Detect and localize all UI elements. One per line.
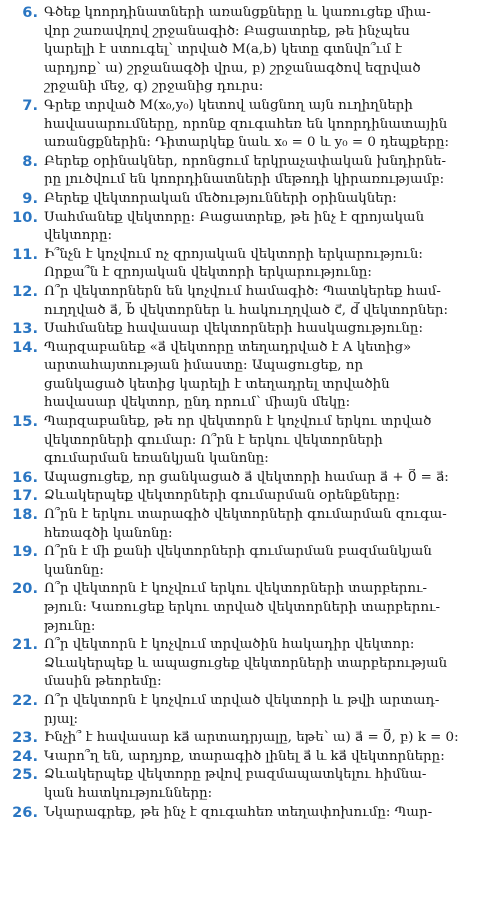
question-text xyxy=(44,506,471,543)
question-text xyxy=(44,413,471,469)
question-text-line: կան հատկությունները: xyxy=(44,785,213,801)
question-text-line: հավասար վեկտոր, ընդ որում՝ միայն մեկը: xyxy=(44,395,351,411)
question-item xyxy=(6,543,471,580)
question-item xyxy=(6,190,471,209)
question-text-line: Ի՞նչն է կոչվում ոչ զրոյական վեկտորի երկարություն: xyxy=(44,246,423,262)
question-number: 23. xyxy=(12,729,38,747)
question-item xyxy=(6,209,471,246)
question-item xyxy=(6,692,471,729)
question-text xyxy=(44,543,471,580)
question-text-line: Բերեք վեկտորական մեծությունների օրինակներ: xyxy=(44,190,397,206)
question-text xyxy=(44,4,471,97)
question-text-line: վեկտորը: xyxy=(44,228,113,244)
question-text-line: Սահմանեք վեկտորը: Բացատրեք, թե ինչ է զրոյական xyxy=(44,209,425,225)
question-number: 7. xyxy=(22,96,38,114)
question-text-line: Ձևակերպեք վեկտորների գումարման օրենքները: xyxy=(44,488,400,504)
question-text-line: Որքա՞ն է զրոյական վեկտորի երկարությունը: xyxy=(44,265,372,281)
question-text-line: Գրեք տրված M(x₀,y₀) կետով անցնող այն ուղիղների xyxy=(44,97,413,113)
question-text-line: արդյոք՝ ա) շրջանագծի վրա, բ) շրջանագծով եզրված xyxy=(44,60,421,76)
question-item xyxy=(6,766,471,803)
question-number: 16. xyxy=(12,468,38,486)
question-text-line: վոր շառավղով շրջանագիծ: Բացատրեք, թե ինչպես xyxy=(44,23,410,39)
question-text-line: հավասարումները, որոնք զուգահեռ են կոորդինատային xyxy=(44,116,448,132)
question-text-line: Կարո՞ղ են, արդյոք, տարագիծ լինել a⃗ և ka⃗ վեկտորները: xyxy=(44,748,445,764)
question-text-line: Ո՞ր վեկտորներն են կոչվում համագիծ: Պատկերեք համ- xyxy=(44,283,441,299)
question-text-line: Սահմանեք հավասար վեկտորների հասկացությունը: xyxy=(44,321,423,337)
question-text xyxy=(44,339,471,413)
question-text xyxy=(44,748,471,767)
question-item xyxy=(6,804,471,823)
question-text-line: ուղղված a⃗, b⃗ վեկտորներ և հակուղղված c⃗, d⃗ վեկտորներ: xyxy=(44,302,449,318)
question-text-line: կարելի է ստուգել՝ տրված M(a,b) կետը գտնվո՞ւմ է xyxy=(44,42,402,58)
question-item xyxy=(6,413,471,469)
question-item xyxy=(6,729,471,748)
question-text-line: րյալ: xyxy=(44,711,79,727)
question-text-line: Ձևակերպեք վեկտորը թվով բազմապատկելու հիմնա- xyxy=(44,767,427,783)
question-item xyxy=(6,153,471,190)
question-text xyxy=(44,580,471,636)
question-number: 9. xyxy=(22,189,38,207)
question-text xyxy=(44,209,471,246)
question-number: 8. xyxy=(22,152,38,170)
question-number: 12. xyxy=(12,282,38,300)
question-number: 6. xyxy=(22,4,38,21)
question-text-line: մասին թեորեմը: xyxy=(44,674,162,690)
question-text-line: առանցքներին: Դիտարկեք նաև x₀ = 0 և y₀ = 0 դեպքերը: xyxy=(44,135,449,151)
question-text xyxy=(44,692,471,729)
question-number: 22. xyxy=(12,691,38,709)
question-text xyxy=(44,729,471,748)
question-text-line: թյունը: xyxy=(44,618,96,634)
question-text-line: հեռագծի կանոնը: xyxy=(44,525,173,541)
question-number: 24. xyxy=(12,747,38,765)
question-text-line: Ո՞ր վեկտորն է կոչվում տրվածին հակադիր վեկտոր: xyxy=(44,637,415,653)
question-text xyxy=(44,246,471,283)
question-list xyxy=(6,4,471,822)
question-number: 11. xyxy=(12,245,38,263)
question-text xyxy=(44,283,471,320)
question-text-line: կանոնը: xyxy=(44,562,104,578)
question-text-line: շրջանի մեջ, գ) շրջանից դուրս: xyxy=(44,79,264,95)
question-text-line: Նկարագրեք, թե ինչ է զուգահեռ տեղափոխումը: Պար- xyxy=(44,804,433,820)
question-number: 17. xyxy=(12,487,38,505)
question-number: 15. xyxy=(12,413,38,431)
question-number: 13. xyxy=(12,320,38,338)
question-item xyxy=(6,320,471,339)
question-text-line: րը լուծվում են կոորդինատների մեթոդի կիրառությամբ: xyxy=(44,172,445,188)
question-item xyxy=(6,580,471,636)
question-text-line: գումարման եռանկյան կանոնը: xyxy=(44,451,269,467)
question-item xyxy=(6,97,471,153)
question-text-line: Պարզաբանեք, թե որ վեկտորն է կոչվում երկու տրված xyxy=(44,414,432,430)
question-item xyxy=(6,506,471,543)
question-item xyxy=(6,487,471,506)
question-text-line: Ո՞ր վեկտորն է կոչվում երկու վեկտորների տարբերու- xyxy=(44,581,428,597)
question-number: 25. xyxy=(12,766,38,784)
question-item xyxy=(6,469,471,488)
question-text-line: Ո՞րն է երկու տարագիծ վեկտորների գումարման զուգա- xyxy=(44,507,447,523)
question-text-line: Գծեք կոորդինատների առանցքները և կառուցեք միա- xyxy=(44,5,431,20)
question-text xyxy=(44,469,471,488)
question-text-line: Ո՞րն է մի քանի վեկտորների գումարման բազմանկյան xyxy=(44,544,432,560)
question-text-line: արտահայտության իմաստը: Ապացուցեք, որ xyxy=(44,358,364,374)
question-item xyxy=(6,4,471,97)
question-number: 20. xyxy=(12,580,38,598)
question-text-line: ցանկացած կետից կարելի է տեղադրել տրվածին xyxy=(44,376,390,392)
question-number: 19. xyxy=(12,543,38,561)
question-item xyxy=(6,246,471,283)
question-text-line: Բերեք օրինակներ, որոնցում երկրաչափական խնդիրնե- xyxy=(44,153,447,169)
question-item xyxy=(6,748,471,767)
question-text-line: թյուն: Կառուցեք երկու տրված վեկտորների տարբերու- xyxy=(44,600,441,615)
question-text-line: Ինչի՞ է հավասար ka⃗ արտադրյալը, եթե՝ ա) a⃗ = 0⃗, բ) k = 0: xyxy=(44,730,459,746)
question-text-line: Ո՞ր վեկտորն է կոչվում տրված վեկտորի և թվի արտադ- xyxy=(44,692,440,708)
question-number: 26. xyxy=(12,803,38,821)
question-text-line: Պարզաբանեք «a⃗ վեկտորը տեղադրված է A կետից» xyxy=(44,339,412,355)
question-number: 21. xyxy=(12,636,38,654)
question-text xyxy=(44,320,471,339)
question-item xyxy=(6,636,471,692)
question-text xyxy=(44,487,471,506)
question-text xyxy=(44,190,471,209)
question-text-line: Ապացուցեք, որ ցանկացած a⃗ վեկտորի համար a⃗ + 0⃗ = a⃗: xyxy=(44,469,449,485)
question-number: 14. xyxy=(12,338,38,356)
question-text xyxy=(44,804,471,823)
question-item xyxy=(6,339,471,413)
question-text-line: Ձևակերպեք և ապացուցեք վեկտորների տարբերության xyxy=(44,655,448,671)
question-text xyxy=(44,153,471,190)
question-text-line: վեկտորների գումար: Ո՞րն է երկու վեկտորների xyxy=(44,432,383,448)
question-text xyxy=(44,636,471,692)
question-item xyxy=(6,283,471,320)
question-text xyxy=(44,766,471,803)
question-number: 18. xyxy=(12,506,38,524)
question-text xyxy=(44,97,471,153)
question-number: 10. xyxy=(12,208,38,226)
